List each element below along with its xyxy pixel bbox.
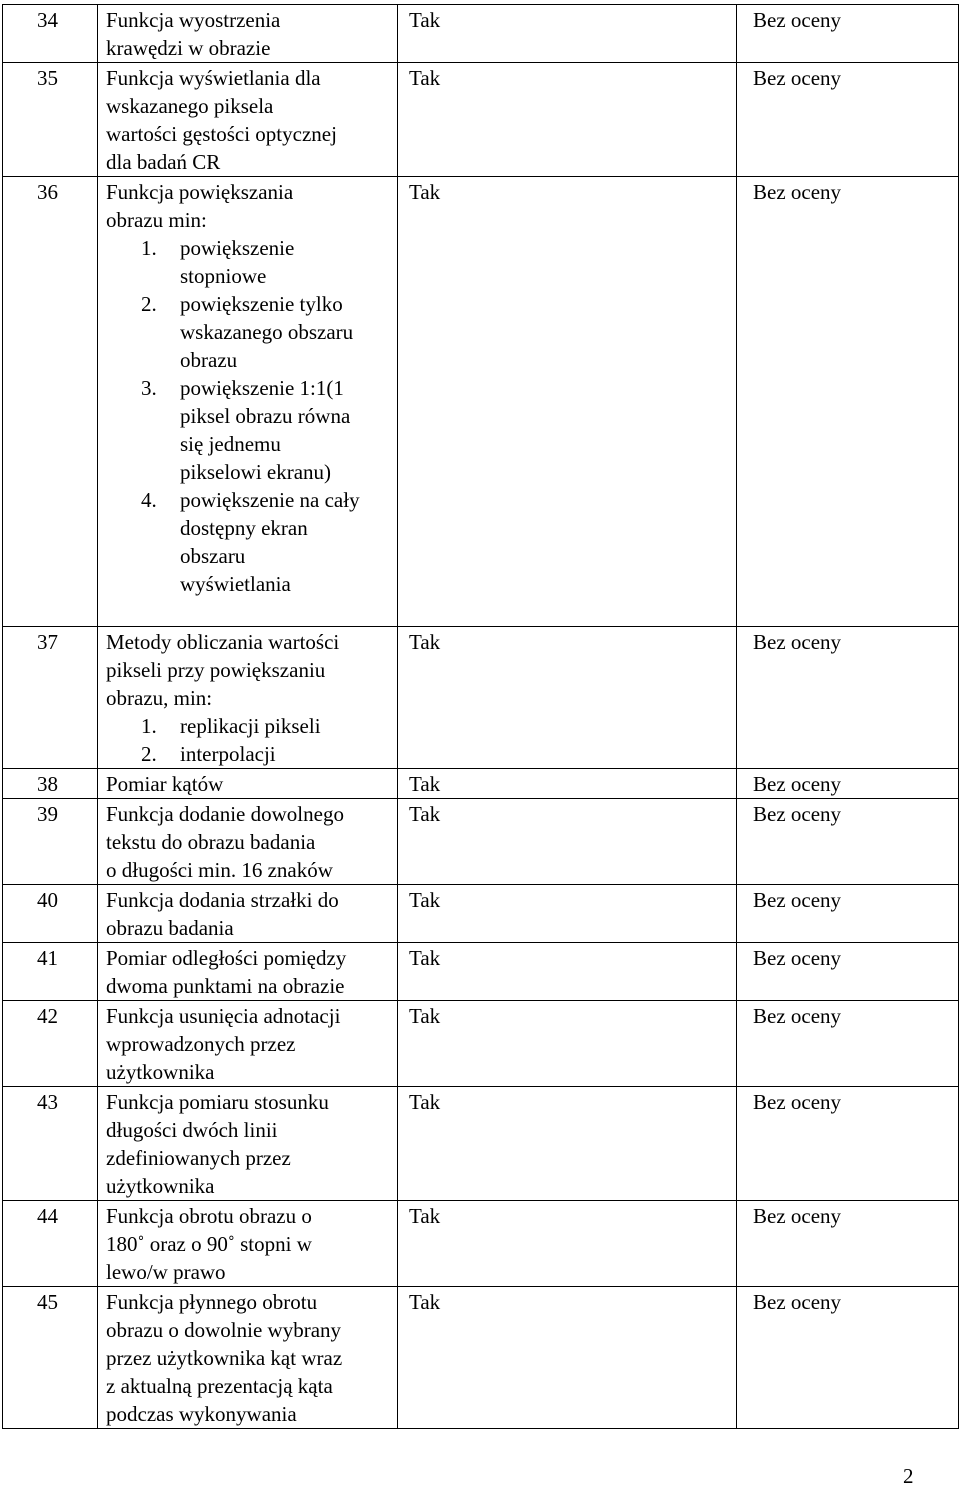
list-item-number: 2. <box>141 292 157 316</box>
description-line: Funkcja wyświetlania dla <box>106 66 321 90</box>
table-row <box>3 1001 959 1087</box>
description-line: przez użytkownika kąt wraz <box>106 1346 343 1370</box>
row-number: 42 <box>3 1001 98 1087</box>
description-line: obrazu o dowolnie wybrany <box>106 1318 342 1342</box>
row-grade: Bez oceny <box>737 1087 959 1201</box>
description-line: z aktualną prezentacją kąta <box>106 1374 333 1398</box>
requirement-list <box>106 234 393 598</box>
list-item-line: wskazanego obszaru <box>180 320 354 344</box>
list-item <box>106 290 393 374</box>
row-number: 35 <box>3 63 98 177</box>
row-value: Tak <box>398 63 737 177</box>
description-line: Funkcja usunięcia adnotacji <box>106 1004 341 1028</box>
requirement-list <box>106 712 393 768</box>
row-value: Tak <box>398 1001 737 1087</box>
row-description <box>98 799 398 885</box>
list-item-number: 1. <box>141 714 157 738</box>
description-line: dwoma punktami na obrazie <box>106 974 345 998</box>
table-row <box>3 943 959 1001</box>
row-grade: Bez oceny <box>737 885 959 943</box>
list-item-line: powiększenie na cały <box>180 488 360 512</box>
description-line: Funkcja pomiaru stosunku <box>106 1090 329 1114</box>
list-item-line: powiększenie tylko <box>180 292 343 316</box>
specification-table <box>2 4 959 1429</box>
row-number: 43 <box>3 1087 98 1201</box>
table-row <box>3 5 959 63</box>
description-line: Funkcja dodanie dowolnego <box>106 802 344 826</box>
list-item-line: powiększenie 1:1(1 <box>180 376 344 400</box>
row-value: Tak <box>398 1087 737 1201</box>
row-grade: Bez oceny <box>737 1287 959 1429</box>
list-item <box>106 740 393 768</box>
row-grade: Bez oceny <box>737 1201 959 1287</box>
list-item-line: wyświetlania <box>180 572 291 596</box>
row-value: Tak <box>398 885 737 943</box>
row-description <box>98 627 398 769</box>
description-line: 180˚ oraz o 90˚ stopni w <box>106 1232 312 1256</box>
list-item-line: interpolacji <box>180 742 276 766</box>
row-value: Tak <box>398 627 737 769</box>
list-item-line: obrazu <box>180 348 238 372</box>
row-description <box>98 1087 398 1201</box>
row-value: Tak <box>398 1287 737 1429</box>
row-grade: Bez oceny <box>737 5 959 63</box>
table-row <box>3 1201 959 1287</box>
list-item-number: 1. <box>141 236 157 260</box>
list-item-line: powiększenie <box>180 236 295 260</box>
row-number: 36 <box>3 177 98 627</box>
row-grade: Bez oceny <box>737 63 959 177</box>
description-line: Funkcja wyostrzenia <box>106 8 281 32</box>
specification-table-body <box>3 5 959 1429</box>
description-line: obrazu min: <box>106 208 207 232</box>
row-description <box>98 885 398 943</box>
row-grade: Bez oceny <box>737 799 959 885</box>
table-row <box>3 627 959 769</box>
row-number: 40 <box>3 885 98 943</box>
row-number: 34 <box>3 5 98 63</box>
description-line: wartości gęstości optycznej <box>106 122 337 146</box>
list-item-line: obszaru <box>180 544 246 568</box>
table-row <box>3 63 959 177</box>
description-line: obrazu, min: <box>106 686 213 710</box>
row-description <box>98 5 398 63</box>
list-item <box>106 234 393 290</box>
table-row <box>3 1287 959 1429</box>
row-description <box>98 769 398 799</box>
row-number: 44 <box>3 1201 98 1287</box>
list-item-number: 3. <box>141 376 157 400</box>
row-description <box>98 1001 398 1087</box>
row-number: 45 <box>3 1287 98 1429</box>
table-row <box>3 769 959 799</box>
list-item-line: replikacji pikseli <box>180 714 321 738</box>
description-line: Funkcja płynnego obrotu <box>106 1290 318 1314</box>
description-line: użytkownika <box>106 1060 215 1084</box>
description-line: pikseli przy powiększaniu <box>106 658 326 682</box>
description-line: o długości min. 16 znaków <box>106 858 333 882</box>
row-number: 41 <box>3 943 98 1001</box>
row-number: 38 <box>3 769 98 799</box>
description-line: podczas wykonywania <box>106 1402 297 1426</box>
row-grade: Bez oceny <box>737 769 959 799</box>
description-line: zdefiniowanych przez <box>106 1146 291 1170</box>
description-line: użytkownika <box>106 1174 215 1198</box>
list-item-number: 2. <box>141 742 157 766</box>
description-line: dla badań CR <box>106 150 221 174</box>
row-grade: Bez oceny <box>737 943 959 1001</box>
page-number: 2 <box>903 1464 914 1488</box>
row-value: Tak <box>398 799 737 885</box>
list-item <box>106 374 393 486</box>
list-item-line: się jednemu <box>180 432 281 456</box>
description-line: Funkcja powiększania <box>106 180 294 204</box>
row-description <box>98 1287 398 1429</box>
row-value: Tak <box>398 1201 737 1287</box>
list-item <box>106 712 393 740</box>
list-item <box>106 486 393 598</box>
row-number: 39 <box>3 799 98 885</box>
list-item-line: pikselowi ekranu) <box>180 460 332 484</box>
description-line: Pomiar odległości pomiędzy <box>106 946 347 970</box>
list-item-line: dostępny ekran <box>180 516 308 540</box>
description-line: Metody obliczania wartości <box>106 630 340 654</box>
row-value: Tak <box>398 943 737 1001</box>
row-value: Tak <box>398 769 737 799</box>
row-grade: Bez oceny <box>737 177 959 627</box>
row-value: Tak <box>398 177 737 627</box>
row-description <box>98 63 398 177</box>
list-item-line: stopniowe <box>180 264 267 288</box>
description-line: Funkcja obrotu obrazu o <box>106 1204 312 1228</box>
row-grade: Bez oceny <box>737 627 959 769</box>
list-item-line: piksel obrazu równa <box>180 404 351 428</box>
description-line: Pomiar kątów <box>106 772 224 796</box>
row-grade: Bez oceny <box>737 1001 959 1087</box>
table-row <box>3 177 959 627</box>
row-value: Tak <box>398 5 737 63</box>
description-line: wprowadzonych przez <box>106 1032 296 1056</box>
row-description <box>98 943 398 1001</box>
description-line: lewo/w prawo <box>106 1260 226 1284</box>
description-line: długości dwóch linii <box>106 1118 278 1142</box>
table-row <box>3 885 959 943</box>
description-line: krawędzi w obrazie <box>106 36 271 60</box>
table-row <box>3 1087 959 1201</box>
description-line: tekstu do obrazu badania <box>106 830 316 854</box>
description-line: Funkcja dodania strzałki do <box>106 888 339 912</box>
row-description <box>98 177 398 627</box>
list-item-number: 4. <box>141 488 157 512</box>
description-line: wskazanego piksela <box>106 94 274 118</box>
row-number: 37 <box>3 627 98 769</box>
row-description <box>98 1201 398 1287</box>
description-line: obrazu badania <box>106 916 234 940</box>
table-row <box>3 799 959 885</box>
